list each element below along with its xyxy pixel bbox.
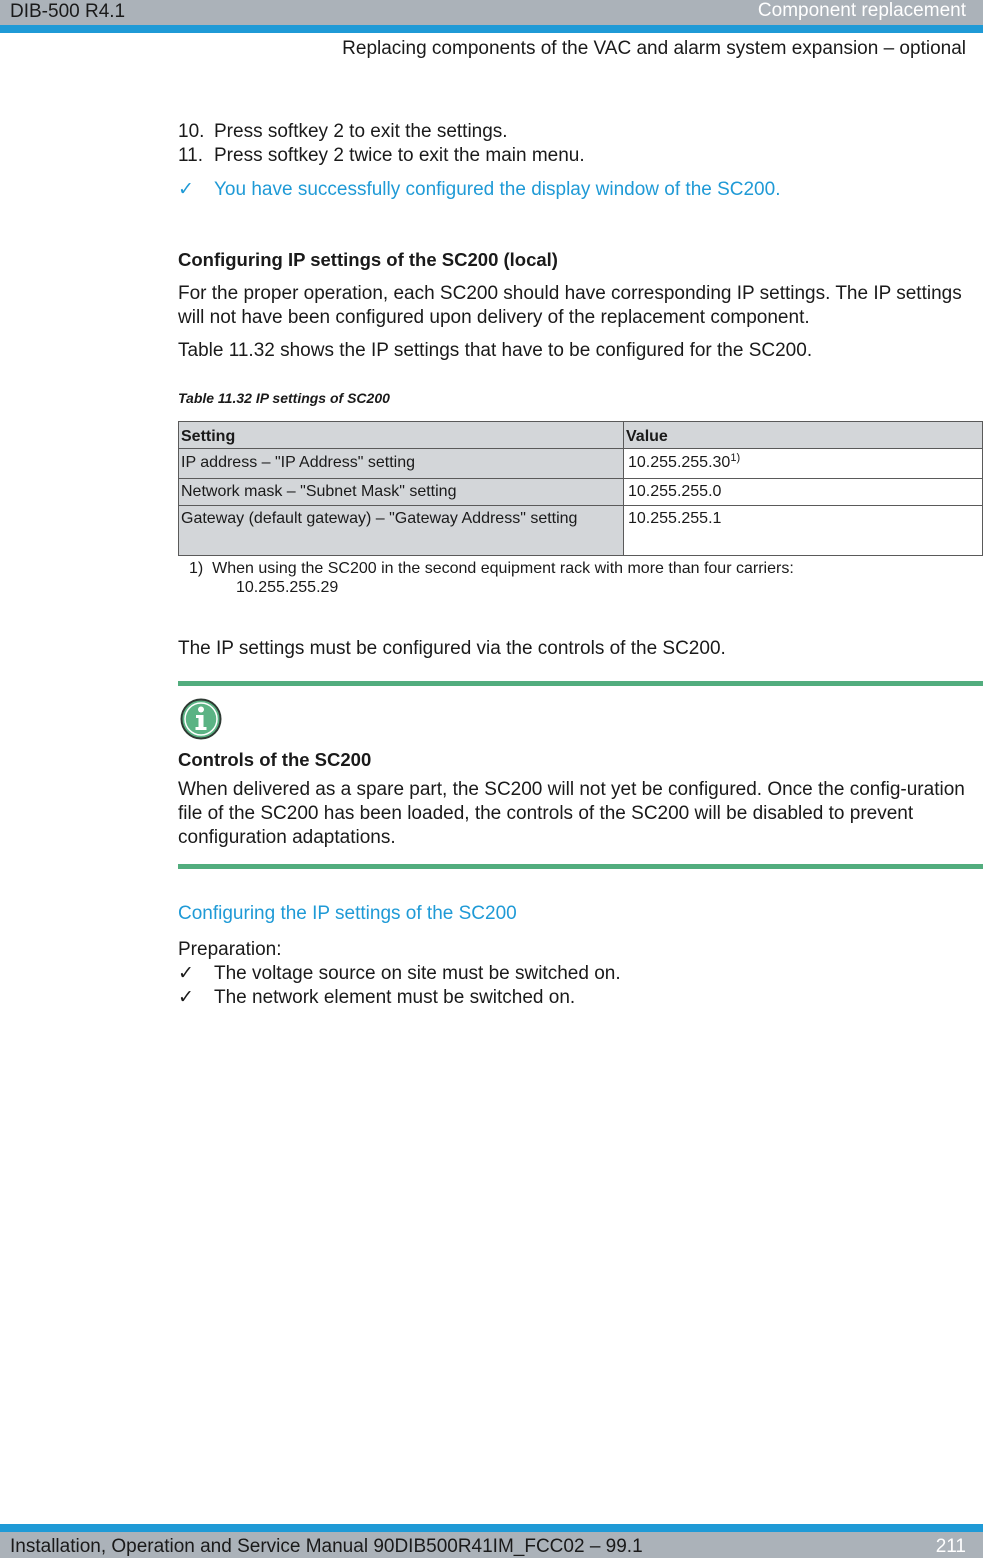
value-text: 10.255.255.30 xyxy=(628,454,731,471)
header-doc-title: DIB-500 R4.1 xyxy=(10,1,126,22)
table-header-setting: Setting xyxy=(179,422,624,449)
table-cell-value: 10.255.255.0 xyxy=(624,479,983,506)
note-top-rule xyxy=(178,681,983,686)
checklist-text: The voltage source on site must be switched on. xyxy=(214,963,621,984)
step-text: Press softkey 2 to exit the settings. xyxy=(214,121,508,142)
ip-settings-table xyxy=(178,421,983,556)
header-section: Replacing components of the VAC and alarm system expansion – optional xyxy=(342,38,966,59)
section-heading: Configuring IP settings of the SC200 (local) xyxy=(178,249,558,270)
footer-manual-title: Installation, Operation and Service Manual 90DIB500R41IM_FCC02 – 99.1 xyxy=(10,1536,643,1557)
table-cell-setting: IP address – "IP Address" setting xyxy=(179,449,624,479)
preparation-label: Preparation: xyxy=(178,939,282,960)
info-icon xyxy=(180,698,222,740)
table-header-value: Value xyxy=(624,422,983,449)
header-chapter: Component replacement xyxy=(757,0,966,21)
table-header-row xyxy=(179,422,983,449)
step-text: Press softkey 2 twice to exit the main menu. xyxy=(214,145,585,166)
paragraph: For the proper operation, each SC200 should have corresponding IP settings. The IP settings will not have been configured upon delivery of the replacement component. xyxy=(178,283,962,328)
note-body: When delivered as a spare part, the SC200 will not yet be configured. Once the config-uration file of the SC200 has been loaded, the controls of the SC200 will be disabled to prevent configuration adaptations. xyxy=(178,779,965,848)
footnote-marker: 1) xyxy=(189,560,204,577)
table-caption: Table 11.32 IP settings of SC200 xyxy=(178,390,390,406)
paragraph: Table 11.32 shows the IP settings that have to be configured for the SC200. xyxy=(178,340,813,361)
step-item xyxy=(178,120,983,144)
page-content xyxy=(178,120,983,1010)
table-cell-value: 10.255.255.1 xyxy=(624,506,983,556)
paragraph: The IP settings must be configured via the controls of the SC200. xyxy=(178,638,726,659)
step-number: 11. xyxy=(178,145,204,166)
checklist-item xyxy=(178,986,983,1010)
footnote-value: 10.255.255.29 xyxy=(236,579,339,596)
note-bottom-rule xyxy=(178,864,983,869)
table-cell-setting: Gateway (default gateway) – "Gateway Address" setting xyxy=(179,506,624,556)
subheading: Configuring the IP settings of the SC200 xyxy=(178,903,517,924)
table-footnote xyxy=(178,559,983,597)
check-icon: ✓ xyxy=(178,179,194,200)
step-number: 10. xyxy=(178,121,205,142)
checklist-item xyxy=(178,962,983,986)
table-row xyxy=(179,479,983,506)
page-number: 211 xyxy=(935,1536,966,1557)
table-row xyxy=(179,449,983,479)
footnote-text: When using the SC200 in the second equipment rack with more than four carriers: xyxy=(212,560,794,577)
header-accent-stripe xyxy=(0,25,983,33)
check-icon: ✓ xyxy=(178,963,194,984)
result-text: You have successfully configured the display window of the SC200. xyxy=(214,179,781,200)
table-cell-value xyxy=(624,449,983,479)
checklist-text: The network element must be switched on. xyxy=(214,987,576,1008)
note-title: Controls of the SC200 xyxy=(178,749,372,770)
footer-accent-stripe xyxy=(0,1524,983,1532)
step-item xyxy=(178,144,983,168)
footnote-ref: 1) xyxy=(730,452,741,464)
result-line xyxy=(178,178,983,202)
table-row xyxy=(179,506,983,556)
table-cell-setting: Network mask – "Subnet Mask" setting xyxy=(179,479,624,506)
check-icon: ✓ xyxy=(178,987,194,1008)
